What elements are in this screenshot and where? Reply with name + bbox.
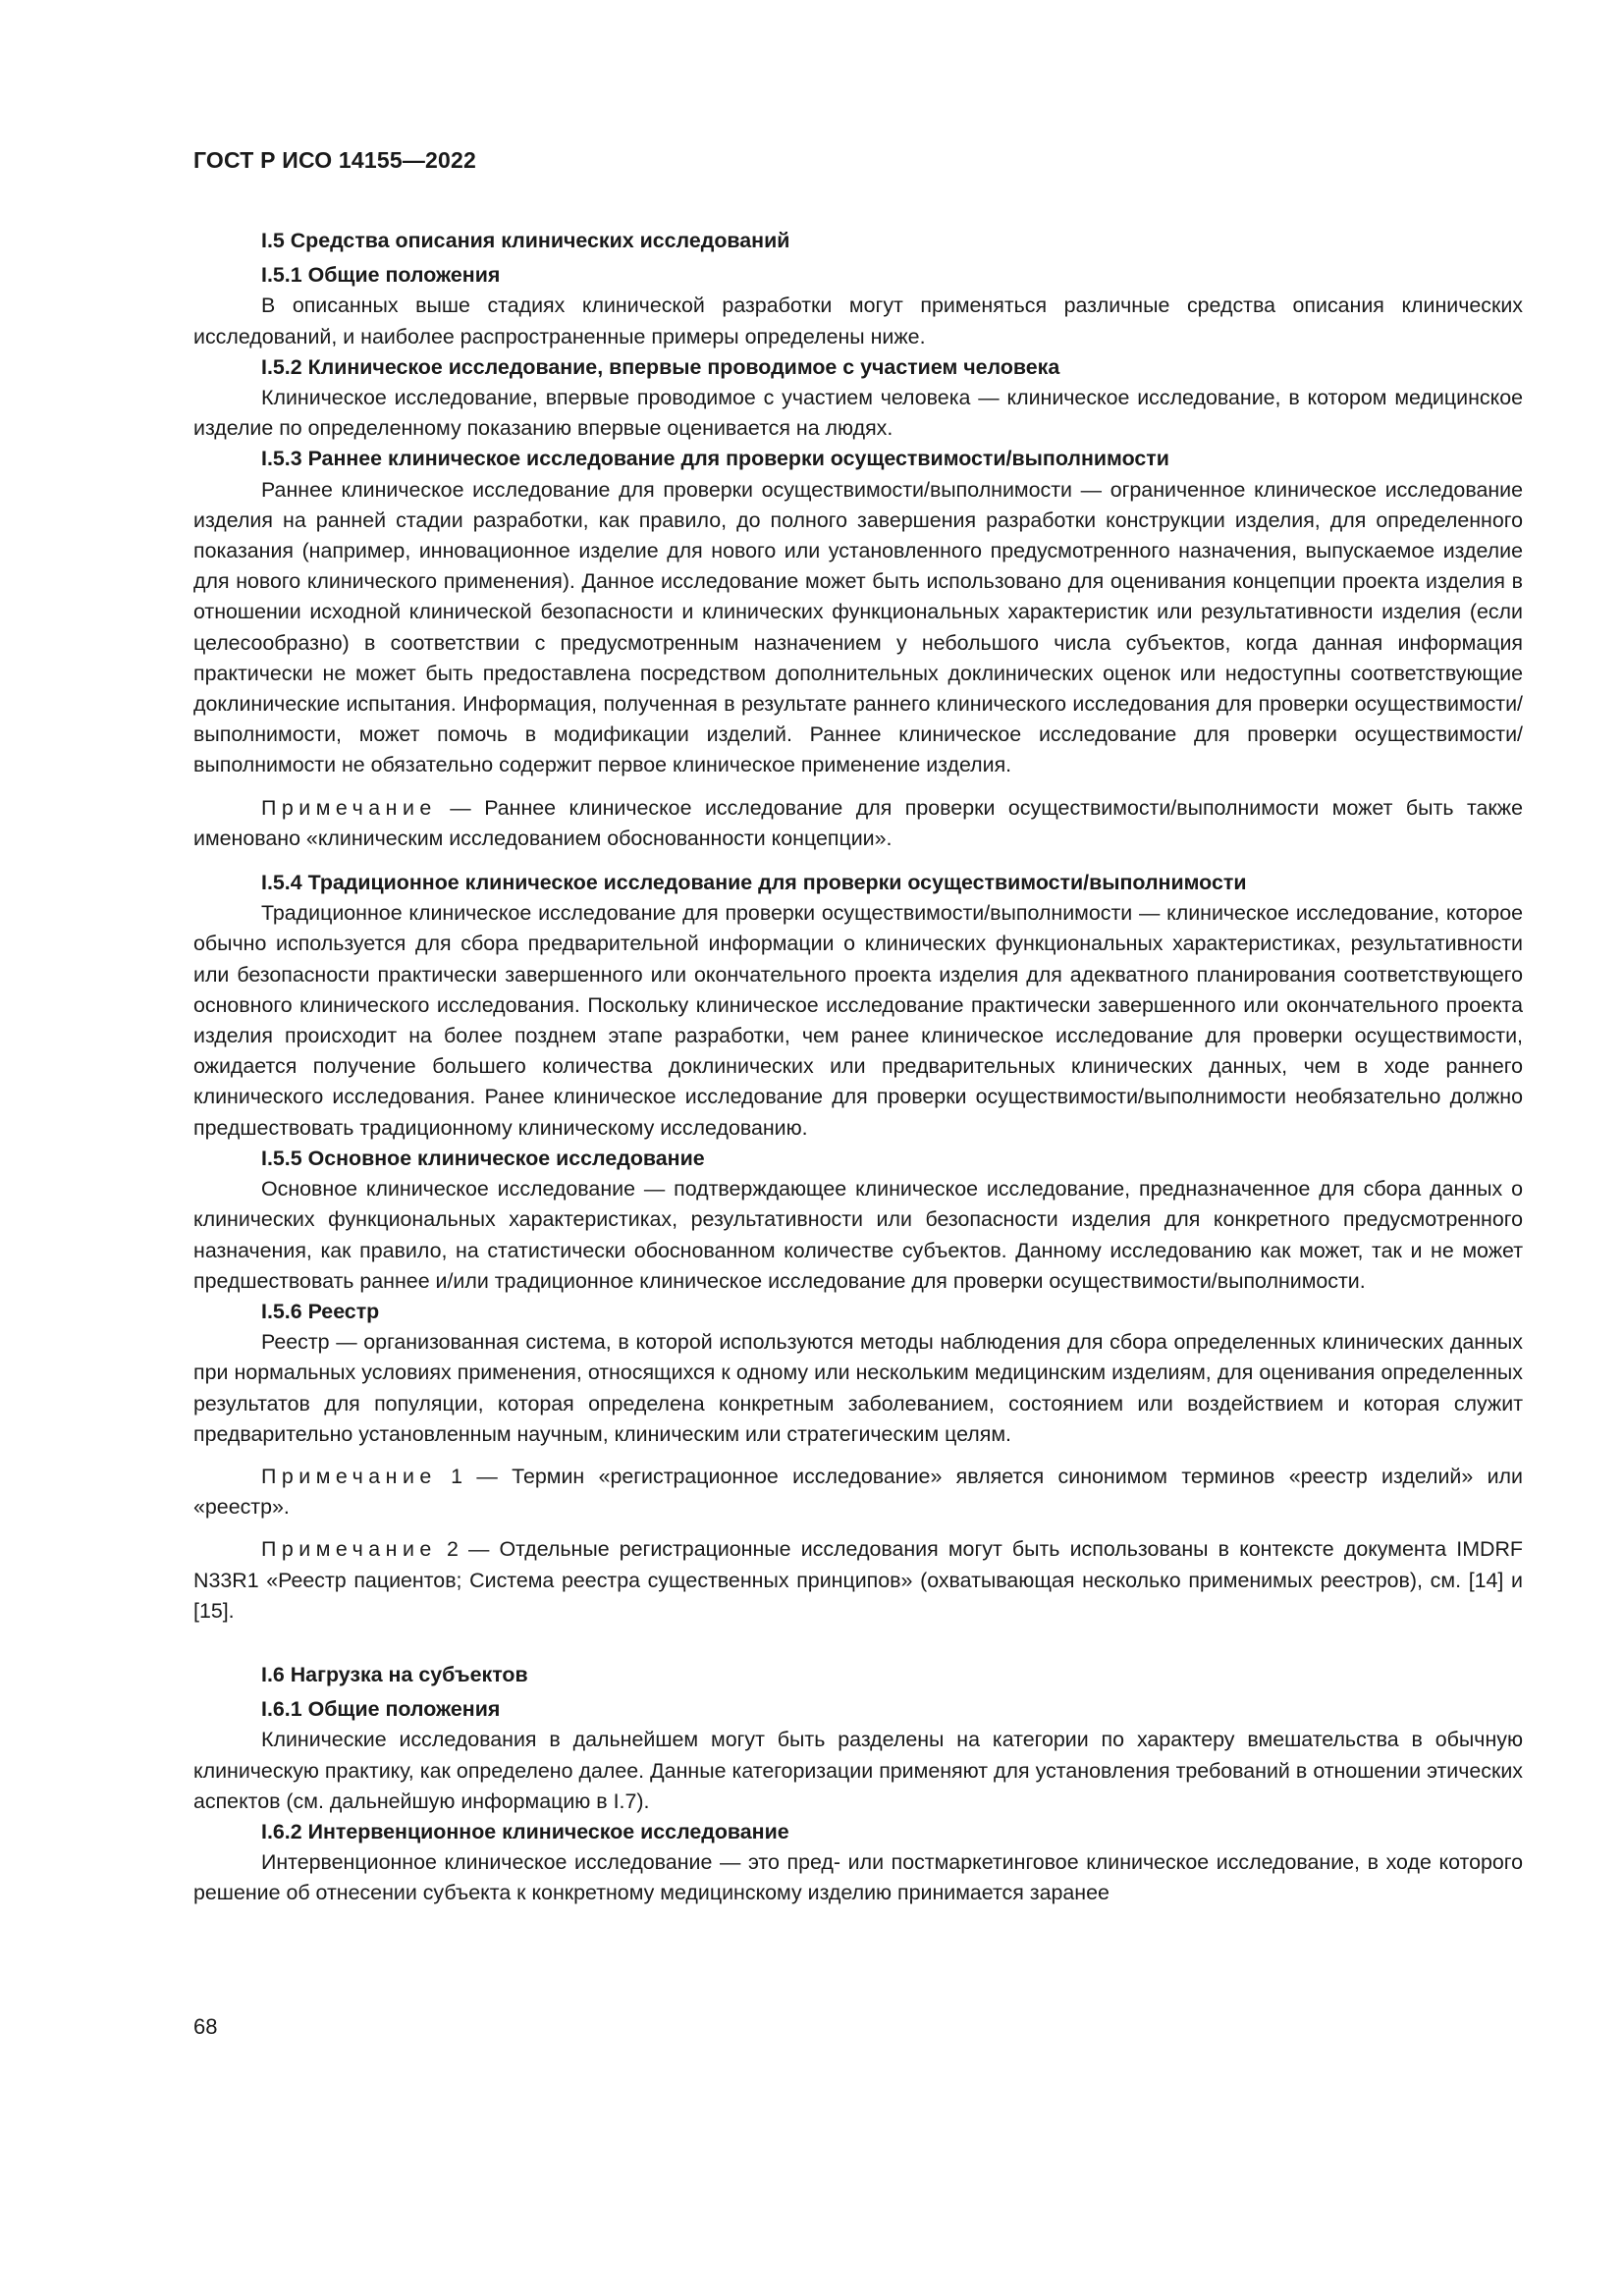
section-title-i5: I.5 Средства описания клинических исследований [261, 229, 790, 252]
paragraph-i5-5: Основное клиническое исследование — подтверждающее клиническое исследование, предназначенное для сбора данных о клинических функциональных характеристиках, результативности или безопасности изделия для конкретного предусмотренного назначения, как правило, на статистически обоснованном количестве субъектов. Данному исследованию как может, так и не может предшествовать раннее и/или традиционное клиническое исследование для проверки осуществимости/выполнимости. [193, 1177, 1523, 1293]
note-text: 2 — Отдельные регистрационные исследования могут быть использованы в контексте документа IMDRF N33R1 «Реестр пациентов; Система реестра существенных принципов» (охватывающая несколько применимых реестров), см. [14] и [15]. [193, 1537, 1523, 1623]
note-label: Примечание [261, 795, 437, 820]
paragraph-i5-6: Реестр — организованная система, в которой используются методы наблюдения для сбора определенных клинических данных при нормальных условиях применения, относящихся к одному или нескольким медицинским изделиям, для оценивания определенных результатов для популяции, которая определена конкретным заболеванием, состоянием или воздействием и которая служит предварительно установленным научным, клиническим или стратегическим целям. [193, 1330, 1523, 1446]
note-text: — Раннее клиническое исследование для проверки осуществимости/выполнимости может быть также именовано «клиническим исследованием обоснованности концепции». [193, 795, 1523, 850]
paragraph-i5-1: В описанных выше стадиях клинической разработки могут применяться различные средства описания клинических исследований, и наиболее распространенные примеры определены ниже. [193, 294, 1523, 348]
note-label: Примечание [261, 1537, 437, 1562]
note-text: 1 — Термин «регистрационное исследование» является синонимом терминов «реестр изделий» или «реестр». [193, 1464, 1523, 1520]
subsection-title-i5-1: I.5.1 Общие положения [261, 263, 501, 288]
subsection-title-i5-6: I.5.6 Реестр [261, 1299, 380, 1323]
subsection-title-i6-1: I.6.1 Общие положения [261, 1697, 501, 1722]
paragraph-i5-4: Традиционное клиническое исследование для проверки осуществимости/выполнимости — клиническое исследование, которое обычно используется для сбора предварительной информации о клинических функциональных характеристиках, результативности или безопасности практически завершенного или окончательного проекта изделия для адекватного планирования соответствующего основного клинического исследования. Поскольку клиническое исследование практически завершенного или окончательного проекта изделия происходит на более позднем этапе разработки, чем ранее клиническое исследование для проверки осуществимости, ожидается получение большего количества доклинических или предварительных клинических данных, чем в ходе раннего клинического исследования. Ранее клиническое исследование для проверки осуществимости/выполнимости необязательно должно предшествовать традиционному клиническому исследованию. [193, 901, 1523, 1140]
paragraph-i5-3: Раннее клиническое исследование для проверки осуществимости/выполнимости — ограниченное клиническое исследование изделия на ранней стадии разработки, как правило, до полного завершения разработки конструкции изделия, для определенного показания (например, инновационное изделие для нового или установленного предусмотренного назначения, выпускаемое изделие для нового клинического применения). Данное исследование может быть использовано для оценивания концепции проекта изделия в отношении исходной клинической безопасности и клинических функциональных характеристик или результативности изделия (если целесообразно) в соответствии с предусмотренным назначением у небольшого числа субъектов, когда данная информация практически не может быть предоставлена посредством дополнительных доклинических оценок или недоступны соответствующие доклинические испытания. Информация, полученная в результате раннего клинического исследования для проверки осуществимости/выполнимости, может помочь в модификации изделий. Раннее клиническое исследование для проверки осуществимости/выполнимости не обязательно содержит первое клиническое применение изделия. [193, 477, 1523, 777]
page-number: 68 [193, 2014, 218, 2039]
paragraph-i6-1: Клинические исследования в дальнейшем могут быть разделены на категории по характеру вмешательства в обычную клиническую практику, как определено далее. Данные категоризации применяют для установления требований в отношении этических аспектов (см. дальнейшую информацию в I.7). [193, 1728, 1523, 1813]
paragraph-i6-2: Интервенционное клиническое исследование — это пред- или постмаркетинговое клиническое исследование, в ходе которого решение об отнесении субъекта к конкретному медицинскому изделию принимается заранее [193, 1850, 1523, 1905]
note-i5-3 [193, 793, 1523, 854]
paragraph-i5-2: Клиническое исследование, впервые проводимое с участием человека — клиническое исследование, в котором медицинское изделие по определенному показанию впервые оценивается на людях. [193, 386, 1523, 441]
note-i5-6-2 [193, 1534, 1523, 1627]
note-i5-6-1 [193, 1462, 1523, 1522]
subsection-title-i5-3: I.5.3 Раннее клиническое исследование для проверки осуществимости/выполнимости [261, 447, 1169, 471]
note-label: Примечание [261, 1464, 437, 1488]
subsection-title-i5-5: I.5.5 Основное клиническое исследование [261, 1146, 705, 1170]
section-title-i6: I.6 Нагрузка на субъектов [261, 1662, 528, 1686]
subsection-title-i5-4: I.5.4 Традиционное клиническое исследование для проверки осуществимости/выполнимости [261, 871, 1247, 895]
subsection-title-i5-2: I.5.2 Клиническое исследование, впервые проводимое с участием человека [261, 354, 1060, 379]
document-body [193, 226, 1523, 1909]
standard-designation: ГОСТ Р ИСО 14155—2022 [193, 147, 477, 173]
subsection-title-i6-2: I.6.2 Интервенционное клиническое исследование [261, 1819, 789, 1843]
